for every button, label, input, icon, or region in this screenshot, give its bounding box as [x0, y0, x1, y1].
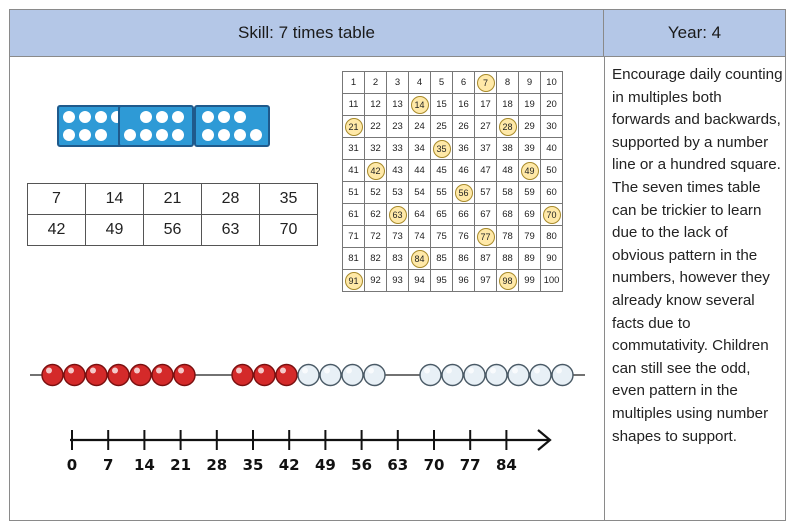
bead-highlight — [280, 368, 286, 374]
hundred-square-cell: 55 — [431, 182, 453, 204]
hundred-square-cell: 21 — [343, 116, 365, 138]
hundred-square-cell: 2 — [365, 72, 387, 94]
hundred-square-cell: 18 — [497, 94, 519, 116]
hundred-square-cell: 70 — [541, 204, 563, 226]
number-line-label: 49 — [314, 456, 336, 474]
red-bead — [174, 365, 195, 386]
hundred-square-cell: 27 — [475, 116, 497, 138]
red-bead — [130, 365, 151, 386]
bead-highlight — [156, 368, 162, 374]
hundred-square-cell: 22 — [365, 116, 387, 138]
hundred-square-cell: 90 — [541, 248, 563, 270]
hundred-square-cell: 8 — [497, 72, 519, 94]
hundred-square-cell: 96 — [453, 270, 475, 292]
bead-highlight — [490, 368, 496, 374]
hundred-square-cell: 99 — [519, 270, 541, 292]
number-line — [60, 424, 560, 474]
bead-highlight — [178, 368, 184, 374]
red-bead — [276, 365, 297, 386]
number-line-label: 7 — [102, 456, 114, 474]
hundred-square-cell: 76 — [453, 226, 475, 248]
hundred-square-cell: 80 — [541, 226, 563, 248]
table-cell: 28 — [202, 184, 260, 215]
red-bead — [108, 365, 129, 386]
hundred-square-cell: 48 — [497, 160, 519, 182]
hundred-square-cell: 4 — [409, 72, 431, 94]
hundred-square-cell: 42 — [365, 160, 387, 182]
hundred-square-cell: 9 — [519, 72, 541, 94]
hundred-square-cell: 77 — [475, 226, 497, 248]
hundred-square-cell: 81 — [343, 248, 365, 270]
hundred-square-cell: 38 — [497, 138, 519, 160]
hundred-square-cell: 32 — [365, 138, 387, 160]
red-bead — [42, 365, 63, 386]
hundred-square-cell: 59 — [519, 182, 541, 204]
hundred-square-cell: 68 — [497, 204, 519, 226]
number-line-label: 35 — [242, 456, 264, 474]
bead-highlight — [46, 368, 52, 374]
hundred-square-cell: 56 — [453, 182, 475, 204]
hundred-square-cell: 62 — [365, 204, 387, 226]
hundred-square-cell: 50 — [541, 160, 563, 182]
hundred-square-cell: 94 — [409, 270, 431, 292]
teaching-notes — [612, 64, 784, 448]
hundred-square-cell: 85 — [431, 248, 453, 270]
hundred-square-cell: 14 — [409, 94, 431, 116]
bead-highlight — [424, 368, 430, 374]
hundred-square-row — [343, 226, 563, 248]
hundred-square-row — [343, 270, 563, 292]
hundred-square-row — [343, 138, 563, 160]
table-cell: 7 — [28, 184, 86, 215]
hundred-square-cell: 60 — [541, 182, 563, 204]
white-bead — [298, 365, 319, 386]
red-bead — [64, 365, 85, 386]
white-bead — [530, 365, 551, 386]
hundred-square-cell: 15 — [431, 94, 453, 116]
hundred-square-cell: 74 — [409, 226, 431, 248]
hundred-square-cell: 10 — [541, 72, 563, 94]
bead-highlight — [90, 368, 96, 374]
hundred-square-cell: 92 — [365, 270, 387, 292]
hundred-square-cell: 67 — [475, 204, 497, 226]
hundred-square-cell: 79 — [519, 226, 541, 248]
hundred-square-cell: 34 — [409, 138, 431, 160]
number-line-label: 0 — [66, 456, 78, 474]
hundred-square-cell: 37 — [475, 138, 497, 160]
hundred-square-cell: 24 — [409, 116, 431, 138]
hundred-square-cell: 95 — [431, 270, 453, 292]
beads — [42, 365, 573, 386]
hundred-square-cell: 30 — [541, 116, 563, 138]
hundred-square-row — [343, 94, 563, 116]
bead-highlight — [368, 368, 374, 374]
white-bead — [420, 365, 441, 386]
hundred-square-cell: 58 — [497, 182, 519, 204]
table-cell: 56 — [144, 215, 202, 246]
hundred-square-cell: 5 — [431, 72, 453, 94]
table-cell: 35 — [260, 184, 318, 215]
hundred-square-cell: 29 — [519, 116, 541, 138]
hundred-square-cell: 89 — [519, 248, 541, 270]
hundred-square-cell: 40 — [541, 138, 563, 160]
hundred-square-row — [343, 116, 563, 138]
ten-frame-block — [118, 105, 194, 147]
number-line-label: 84 — [495, 456, 517, 474]
hundred-square-row — [343, 248, 563, 270]
hundred-square-cell: 63 — [387, 204, 409, 226]
bead-highlight — [556, 368, 562, 374]
number-line-label: 42 — [278, 456, 300, 474]
hundred-square-cell: 83 — [387, 248, 409, 270]
bead-highlight — [134, 368, 140, 374]
hundred-square-cell: 33 — [387, 138, 409, 160]
hundred-square-row — [343, 72, 563, 94]
hundred-square-cell: 6 — [453, 72, 475, 94]
bead-highlight — [258, 368, 264, 374]
hundred-square-cell: 17 — [475, 94, 497, 116]
hundred-square-cell: 87 — [475, 248, 497, 270]
notes-paragraph-2: The seven times table can be trickier to learn due to the lack of obvious pattern in the numbers, however they already know several facts due to commutativity. Children can still see the odd, even pattern in the multiples using number shapes to support. — [612, 178, 770, 445]
table-cell: 63 — [202, 215, 260, 246]
hundred-square-row — [343, 160, 563, 182]
number-line-label: 21 — [170, 456, 192, 474]
number-line-label: 63 — [387, 456, 409, 474]
white-bead — [364, 365, 385, 386]
table-row — [28, 184, 318, 215]
ten-frame-block — [57, 105, 127, 147]
bead-highlight — [68, 368, 74, 374]
hundred-square-cell: 19 — [519, 94, 541, 116]
hundred-square-cell: 69 — [519, 204, 541, 226]
hundred-square-cell: 72 — [365, 226, 387, 248]
hundred-square-cell: 64 — [409, 204, 431, 226]
white-bead — [486, 365, 507, 386]
hundred-square-cell: 36 — [453, 138, 475, 160]
table-cell: 70 — [260, 215, 318, 246]
white-bead — [442, 365, 463, 386]
ten-frame-block — [194, 105, 270, 147]
bead-highlight — [534, 368, 540, 374]
hundred-square-cell: 47 — [475, 160, 497, 182]
hundred-square-cell: 98 — [497, 270, 519, 292]
table-cell: 49 — [86, 215, 144, 246]
hundred-square-cell: 13 — [387, 94, 409, 116]
hundred-square-cell: 35 — [431, 138, 453, 160]
white-bead — [508, 365, 529, 386]
bead-highlight — [468, 368, 474, 374]
hundred-square-cell: 41 — [343, 160, 365, 182]
bead-highlight — [512, 368, 518, 374]
skill-title: Skill: 7 times table — [10, 10, 604, 57]
hundred-square-cell: 66 — [453, 204, 475, 226]
bead-string — [30, 358, 590, 392]
number-line-label: 77 — [459, 456, 481, 474]
column-divider — [604, 57, 605, 520]
table-cell: 21 — [144, 184, 202, 215]
hundred-square-cell: 73 — [387, 226, 409, 248]
number-line-label: 28 — [206, 456, 228, 474]
hundred-square-cell: 39 — [519, 138, 541, 160]
hundred-square-cell: 16 — [453, 94, 475, 116]
hundred-square-cell: 51 — [343, 182, 365, 204]
hundred-square-cell: 49 — [519, 160, 541, 182]
hundred-square-cell: 88 — [497, 248, 519, 270]
hundred-square-cell: 82 — [365, 248, 387, 270]
hundred-square-cell: 25 — [431, 116, 453, 138]
bead-highlight — [346, 368, 352, 374]
hundred-square-cell: 12 — [365, 94, 387, 116]
hundred-square-cell: 86 — [453, 248, 475, 270]
hundred-square-cell: 31 — [343, 138, 365, 160]
hundred-square-cell: 20 — [541, 94, 563, 116]
notes-paragraph-1: Encourage daily counting in multiples both forwards and backwards, supported by a number line or a hundred square. — [612, 66, 783, 174]
bead-highlight — [302, 368, 308, 374]
number-line-ticks — [67, 430, 517, 474]
hundred-square-cell: 54 — [409, 182, 431, 204]
hundred-square-cell: 23 — [387, 116, 409, 138]
hundred-square-row — [343, 182, 563, 204]
hundred-square-cell: 43 — [387, 160, 409, 182]
table-row — [28, 215, 318, 246]
number-line-label: 56 — [351, 456, 373, 474]
table-cell: 14 — [86, 184, 144, 215]
hundred-square-cell: 44 — [409, 160, 431, 182]
bead-highlight — [236, 368, 242, 374]
hundred-square-cell: 3 — [387, 72, 409, 94]
white-bead — [342, 365, 363, 386]
hundred-square-cell: 97 — [475, 270, 497, 292]
hundred-square-cell: 75 — [431, 226, 453, 248]
hundred-square-cell: 1 — [343, 72, 365, 94]
red-bead — [86, 365, 107, 386]
red-bead — [232, 365, 253, 386]
hundred-square-cell: 78 — [497, 226, 519, 248]
hundred-square-cell: 26 — [453, 116, 475, 138]
number-line-label: 14 — [133, 456, 155, 474]
white-bead — [464, 365, 485, 386]
hundred-square-cell: 65 — [431, 204, 453, 226]
hundred-square-cell: 61 — [343, 204, 365, 226]
hundred-square-cell: 71 — [343, 226, 365, 248]
table-cell: 42 — [28, 215, 86, 246]
hundred-square-cell: 52 — [365, 182, 387, 204]
number-line-label: 70 — [423, 456, 445, 474]
bead-highlight — [324, 368, 330, 374]
hundred-square-cell: 57 — [475, 182, 497, 204]
hundred-square-cell: 45 — [431, 160, 453, 182]
red-bead — [152, 365, 173, 386]
hundred-square-cell: 46 — [453, 160, 475, 182]
bead-highlight — [112, 368, 118, 374]
hundred-square-cell: 11 — [343, 94, 365, 116]
hundred-square — [342, 71, 563, 292]
multiples-table — [27, 183, 318, 246]
bead-highlight — [446, 368, 452, 374]
white-bead — [320, 365, 341, 386]
hundred-square-cell: 28 — [497, 116, 519, 138]
hundred-square-cell: 100 — [541, 270, 563, 292]
white-bead — [552, 365, 573, 386]
hundred-square-cell: 93 — [387, 270, 409, 292]
year-label: Year: 4 — [604, 10, 785, 57]
hundred-square-cell: 53 — [387, 182, 409, 204]
hundred-square-cell: 84 — [409, 248, 431, 270]
hundred-square-cell: 91 — [343, 270, 365, 292]
hundred-square-cell: 7 — [475, 72, 497, 94]
hundred-square-row — [343, 204, 563, 226]
red-bead — [254, 365, 275, 386]
